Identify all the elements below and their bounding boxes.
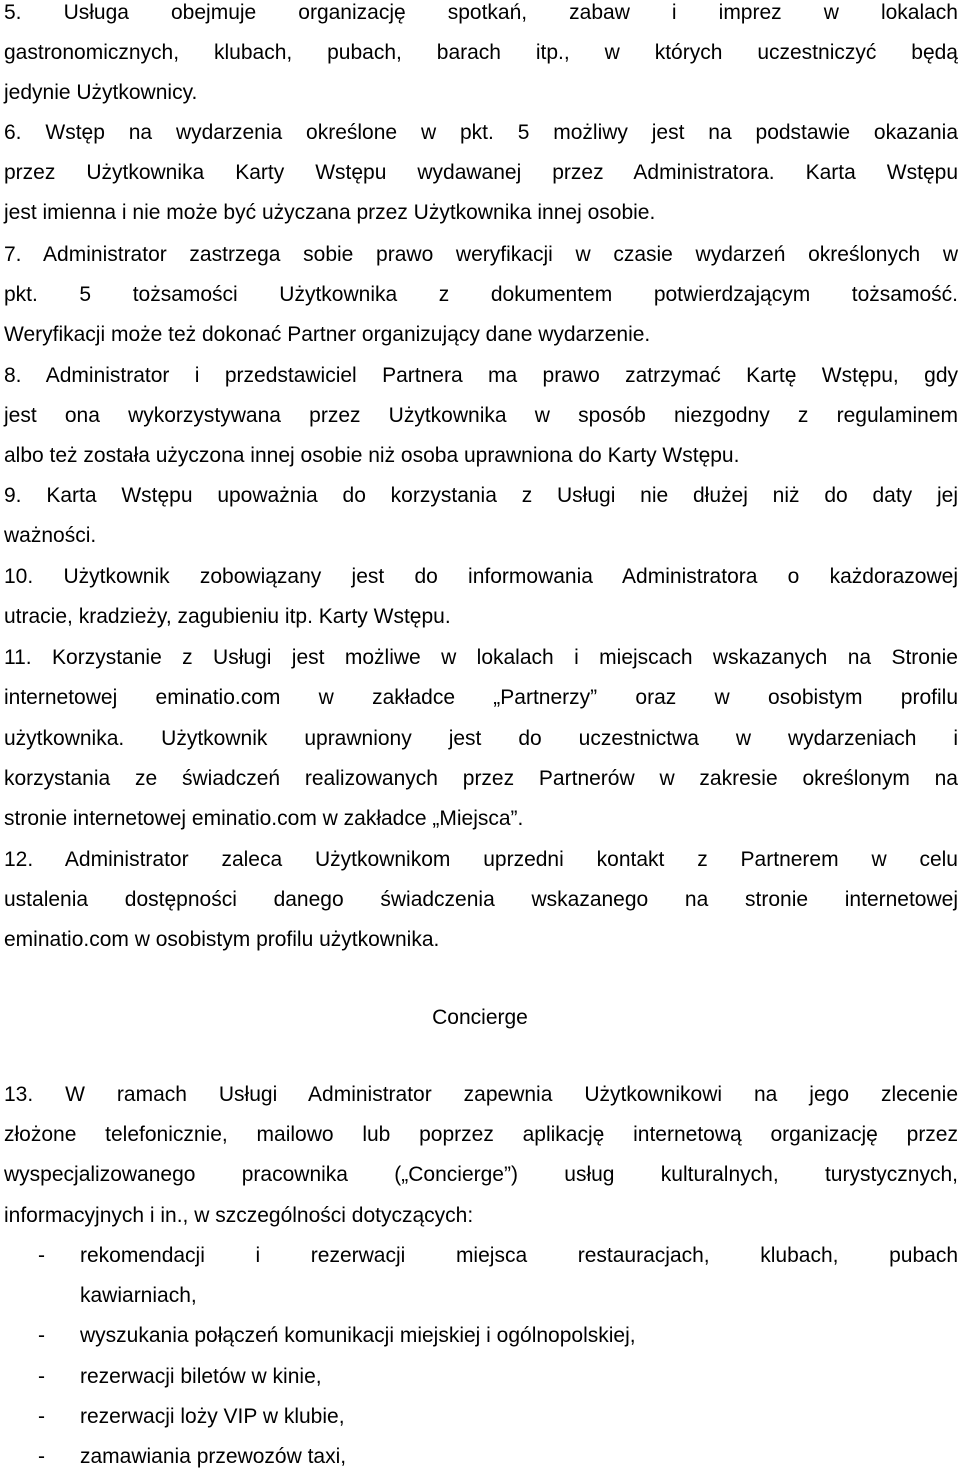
- bullet-item: wyszukania połączeń komunikacji miejskiej i ogólnopolskiej,: [80, 1324, 636, 1347]
- text-line: korzystania ze świadczeń realizowanych przez Partnerów w zakresie określonym na: [4, 767, 958, 790]
- text-line: internetowej eminatio.com w zakładce „Partnerzy” oraz w osobistym profilu: [4, 686, 958, 709]
- text-line: 8. Administrator i przedstawiciel Partnera ma prawo zatrzymać Kartę Wstępu, gdy: [4, 364, 958, 387]
- bullet-item: rekomendacji i rezerwacji miejsca restauracjach, klubach, pubach: [80, 1244, 958, 1267]
- text-line: stronie internetowej eminatio.com w zakładce „Miejsca”.: [4, 807, 524, 830]
- text-line: albo też została użyczona innej osobie niż osoba uprawniona do Karty Wstępu.: [4, 444, 740, 467]
- text-line: 13. W ramach Usługi Administrator zapewnia Użytkownikowi na jego zlecenie: [4, 1083, 958, 1106]
- text-line: eminatio.com w osobistym profilu użytkownika.: [4, 928, 440, 951]
- bullet-marker: -: [38, 1244, 45, 1267]
- text-line: złożone telefonicznie, mailowo lub poprzez aplikację internetową organizację przez: [4, 1123, 958, 1146]
- bullet-marker: -: [38, 1445, 45, 1468]
- text-line: pkt. 5 tożsamości Użytkownika z dokumentem potwierdzającym tożsamość.: [4, 283, 958, 306]
- text-line: 10. Użytkownik zobowiązany jest do informowania Administratora o każdorazowej: [4, 565, 958, 588]
- section-heading: Concierge: [432, 1006, 528, 1029]
- text-line: wyspecjalizowanego pracownika („Concierge”) usług kulturalnych, turystycznych,: [4, 1163, 958, 1186]
- text-line: informacyjnych i in., w szczególności dotyczących:: [4, 1204, 474, 1227]
- text-line: użytkownika. Użytkownik uprawniony jest do uczestnictwa w wydarzeniach i: [4, 727, 958, 750]
- text-line: 7. Administrator zastrzega sobie prawo weryfikacji w czasie wydarzeń określonych w: [4, 243, 958, 266]
- text-line: jest ona wykorzystywana przez Użytkownika w sposób niezgodny z regulaminem: [4, 404, 958, 427]
- bullet-item: zamawiania przewozów taxi,: [80, 1445, 347, 1468]
- text-line: Weryfikacji może też dokonać Partner organizujący dane wydarzenie.: [4, 323, 651, 346]
- bullet-marker: -: [38, 1405, 45, 1428]
- bullet-item: kawiarniach,: [80, 1284, 197, 1307]
- text-line: 9. Karta Wstępu upoważnia do korzystania z Usługi nie dłużej niż do daty jej: [4, 484, 958, 507]
- text-line: 12. Administrator zaleca Użytkownikom uprzedni kontakt z Partnerem w celu: [4, 848, 958, 871]
- text-line: jest imienna i nie może być użyczana przez Użytkownika innej osobie.: [4, 201, 656, 224]
- bullet-marker: -: [38, 1324, 45, 1347]
- text-line: 11. Korzystanie z Usługi jest możliwe w lokalach i miejscach wskazanych na Stronie: [4, 646, 958, 669]
- text-line: 6. Wstęp na wydarzenia określone w pkt. 5 możliwy jest na podstawie okazania: [4, 121, 958, 144]
- text-line: 5. Usługa obejmuje organizację spotkań, zabaw i imprez w lokalach: [4, 1, 958, 24]
- text-line: gastronomicznych, klubach, pubach, barach itp., w których uczestniczyć będą: [4, 41, 958, 64]
- text-line: utracie, kradzieży, zagubieniu itp. Karty Wstępu.: [4, 605, 451, 628]
- bullet-marker: -: [38, 1365, 45, 1388]
- bullet-item: rezerwacji biletów w kinie,: [80, 1365, 322, 1388]
- text-line: ustalenia dostępności danego świadczenia wskazanego na stronie internetowej: [4, 888, 958, 911]
- text-line: ważności.: [4, 524, 97, 547]
- text-line: jedynie Użytkownicy.: [4, 81, 198, 104]
- text-line: przez Użytkownika Karty Wstępu wydawanej przez Administratora. Karta Wstępu: [4, 161, 958, 184]
- bullet-item: rezerwacji loży VIP w klubie,: [80, 1405, 345, 1428]
